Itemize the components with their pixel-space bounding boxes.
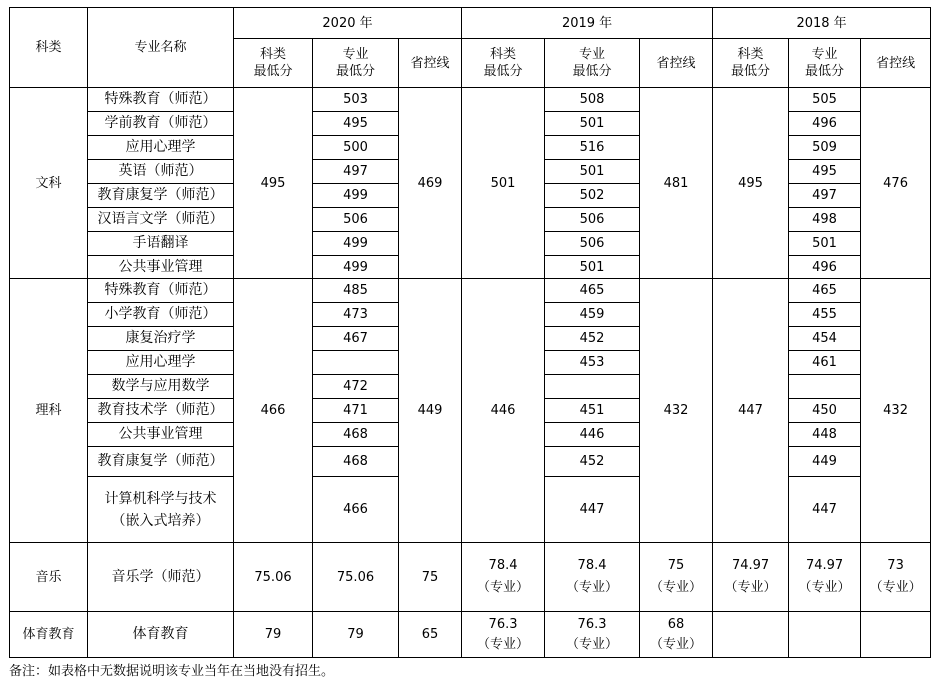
header-control-2018: 省控线 [861, 39, 931, 88]
control-2018-cell: 73 （专业） [861, 543, 931, 612]
major-min-2018-cell: 447 [789, 477, 861, 543]
table-row [10, 612, 931, 658]
major-min-2020-cell: 495 [313, 112, 399, 136]
major-name-cell: 英语（师范） [88, 160, 234, 184]
header-cat-min-2019: 科类 最低分 [462, 39, 545, 88]
header-cat-min-2018: 科类 最低分 [713, 39, 789, 88]
table-row [10, 279, 931, 303]
major-min-2019-cell: 501 [545, 112, 640, 136]
major-name-cell: 计算机科学与技术 （嵌入式培养） [88, 477, 234, 543]
major-min-2018-cell: 465 [789, 279, 861, 303]
major-name-cell: 应用心理学 [88, 351, 234, 375]
cat-min-2019-cell: 446 [462, 279, 545, 543]
major-name-cell: 应用心理学 [88, 136, 234, 160]
major-min-2019-cell: 452 [545, 447, 640, 477]
header-major-min-2018: 专业 最低分 [789, 39, 861, 88]
major-min-2019-cell: 508 [545, 88, 640, 112]
control-2019-cell: 75 （专业） [640, 543, 713, 612]
header-control-2020: 省控线 [399, 39, 462, 88]
control-2018-cell [861, 612, 931, 658]
category-music: 音乐 [10, 543, 88, 612]
major-min-2018-cell: 498 [789, 208, 861, 232]
control-2019-cell: 481 [640, 88, 713, 279]
header-cat-min-2020: 科类 最低分 [234, 39, 313, 88]
cat-min-2020-cell: 75.06 [234, 543, 313, 612]
control-2020-cell: 449 [399, 279, 462, 543]
major-min-2018-cell: 497 [789, 184, 861, 208]
major-min-2020-cell: 506 [313, 208, 399, 232]
category-like: 理科 [10, 279, 88, 543]
major-min-2018-cell: 495 [789, 160, 861, 184]
major-min-2020-cell: 499 [313, 184, 399, 208]
major-min-2019-cell: 76.3 （专业） [545, 612, 640, 658]
major-name-cell: 特殊教育（师范） [88, 279, 234, 303]
control-2019-cell: 432 [640, 279, 713, 543]
major-min-2018-cell [789, 612, 861, 658]
header-year-2019: 2019 年 [462, 8, 713, 39]
header-year-2020: 2020 年 [234, 8, 462, 39]
major-min-2020-cell: 499 [313, 256, 399, 279]
category-pe: 体育教育 [10, 612, 88, 658]
control-2020-cell: 469 [399, 88, 462, 279]
cat-min-2018-cell: 495 [713, 88, 789, 279]
header-category: 科类 [10, 8, 88, 88]
table-row [10, 88, 931, 112]
major-min-2020-cell: 468 [313, 423, 399, 447]
header-year-2018: 2018 年 [713, 8, 931, 39]
header-major-name: 专业名称 [88, 8, 234, 88]
cat-min-2019-cell: 501 [462, 88, 545, 279]
header-row-years [10, 8, 931, 39]
major-min-2019-cell: 506 [545, 208, 640, 232]
major-min-2018-cell: 461 [789, 351, 861, 375]
header-control-2019: 省控线 [640, 39, 713, 88]
major-min-2020-cell: 473 [313, 303, 399, 327]
major-min-2019-cell [545, 375, 640, 399]
major-min-2019-cell: 78.4 （专业） [545, 543, 640, 612]
major-min-2019-cell: 501 [545, 256, 640, 279]
major-min-2018-cell: 496 [789, 256, 861, 279]
major-min-2020-cell: 499 [313, 232, 399, 256]
table-footnote: 备注：如表格中无数据说明该专业当年在当地没有招生。 [9, 664, 335, 679]
major-min-2019-cell: 459 [545, 303, 640, 327]
cat-min-2018-cell [713, 612, 789, 658]
control-2018-cell: 432 [861, 279, 931, 543]
major-min-2019-cell: 446 [545, 423, 640, 447]
major-name-cell: 公共事业管理 [88, 423, 234, 447]
major-min-2019-cell: 465 [545, 279, 640, 303]
major-name-cell: 特殊教育（师范） [88, 88, 234, 112]
control-2018-cell: 476 [861, 88, 931, 279]
major-min-2018-cell: 454 [789, 327, 861, 351]
major-min-2020-cell: 466 [313, 477, 399, 543]
major-min-2019-cell: 516 [545, 136, 640, 160]
control-2020-cell: 75 [399, 543, 462, 612]
major-min-2018-cell: 448 [789, 423, 861, 447]
cat-min-2020-cell: 79 [234, 612, 313, 658]
major-name-cell: 康复治疗学 [88, 327, 234, 351]
cat-min-2019-cell: 76.3 （专业） [462, 612, 545, 658]
major-min-2020-cell: 500 [313, 136, 399, 160]
major-min-2018-cell: 496 [789, 112, 861, 136]
major-min-2019-cell: 451 [545, 399, 640, 423]
major-min-2018-cell: 505 [789, 88, 861, 112]
major-min-2020-cell: 467 [313, 327, 399, 351]
major-name-cell: 小学教育（师范） [88, 303, 234, 327]
control-2019-cell: 68 （专业） [640, 612, 713, 658]
category-wenke: 文科 [10, 88, 88, 279]
major-min-2019-cell: 447 [545, 477, 640, 543]
major-name-cell: 教育技术学（师范） [88, 399, 234, 423]
control-2020-cell: 65 [399, 612, 462, 658]
major-min-2020-cell: 472 [313, 375, 399, 399]
major-name-cell: 教育康复学（师范） [88, 184, 234, 208]
cat-min-2018-cell: 447 [713, 279, 789, 543]
major-name-cell: 汉语言文学（师范） [88, 208, 234, 232]
major-name-cell: 音乐学（师范） [88, 543, 234, 612]
major-min-2018-cell: 449 [789, 447, 861, 477]
cat-min-2019-cell: 78.4 （专业） [462, 543, 545, 612]
major-min-2019-cell: 452 [545, 327, 640, 351]
header-major-min-2020: 专业 最低分 [313, 39, 399, 88]
major-min-2020-cell: 485 [313, 279, 399, 303]
major-name-cell: 体育教育 [88, 612, 234, 658]
major-min-2020-cell: 468 [313, 447, 399, 477]
major-min-2020-cell [313, 351, 399, 375]
major-name-cell: 手语翻译 [88, 232, 234, 256]
cat-min-2018-cell: 74.97 （专业） [713, 543, 789, 612]
major-min-2020-cell: 471 [313, 399, 399, 423]
major-min-2019-cell: 506 [545, 232, 640, 256]
major-min-2018-cell: 455 [789, 303, 861, 327]
major-min-2018-cell: 509 [789, 136, 861, 160]
major-min-2018-cell: 74.97 （专业） [789, 543, 861, 612]
major-min-2018-cell [789, 375, 861, 399]
admission-score-table [9, 7, 931, 658]
table-row [10, 543, 931, 612]
major-min-2020-cell: 503 [313, 88, 399, 112]
cat-min-2020-cell: 495 [234, 88, 313, 279]
major-min-2020-cell: 79 [313, 612, 399, 658]
major-min-2019-cell: 501 [545, 160, 640, 184]
major-min-2020-cell: 75.06 [313, 543, 399, 612]
major-name-cell: 数学与应用数学 [88, 375, 234, 399]
major-name-cell: 公共事业管理 [88, 256, 234, 279]
major-min-2018-cell: 450 [789, 399, 861, 423]
major-name-cell: 教育康复学（师范） [88, 447, 234, 477]
major-name-cell: 学前教育（师范） [88, 112, 234, 136]
cat-min-2020-cell: 466 [234, 279, 313, 543]
header-major-min-2019: 专业 最低分 [545, 39, 640, 88]
major-min-2018-cell: 501 [789, 232, 861, 256]
major-min-2019-cell: 453 [545, 351, 640, 375]
major-min-2019-cell: 502 [545, 184, 640, 208]
major-min-2020-cell: 497 [313, 160, 399, 184]
